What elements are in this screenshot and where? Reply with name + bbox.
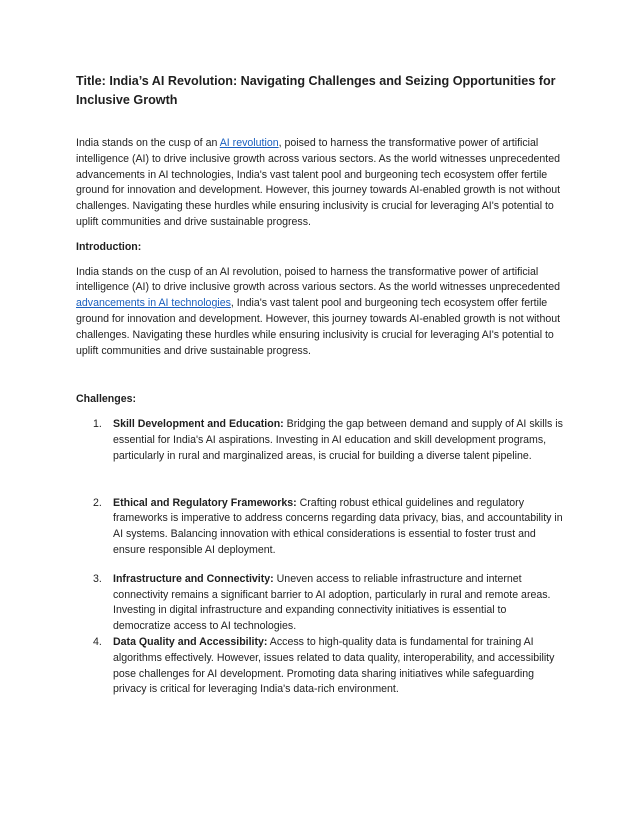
document-title: Title: India’s AI Revolution: Navigating Challenges and Seizing Opportunities for Inclusive Growth [76, 74, 556, 107]
list-item [76, 635, 566, 698]
opening-paragraph [76, 136, 566, 231]
challenges-heading: Challenges: [76, 393, 137, 406]
list-number: 4. [93, 635, 102, 648]
opening-text-before: India stands on the cusp of an [76, 137, 220, 149]
intro-text-before: India stands on the cusp of an AI revolution, poised to harness the transformative power of artificial intelligence (AI) to drive inclusive growth across various sectors. As the world witnesses unprecedented [76, 265, 561, 294]
ai-revolution-link[interactable]: AI revolution [219, 137, 279, 149]
document-page [76, 72, 566, 698]
list-item-label: Data Quality and Accessibility: [113, 635, 268, 648]
list-item-text: Access to high-quality data is fundamental for training AI algorithms effectively. However, issues related to data quality, interoperability, and accessibility pose challenges for AI development. Promoting data sharing initiatives while safeguarding privacy is critical for leveraging India's data-rich environment. [113, 635, 555, 696]
introduction-paragraph [76, 265, 566, 360]
intro-text-after: , India's vast talent pool and burgeoning tech ecosystem offer fertile ground for innovation and development. However, this journey towards AI-enabled growth is not without challenges. Navigating these hurdles while ensuring inclusivity is crucial for leveraging AI's potential to uplift communities and drive sustainable progress. [76, 297, 561, 357]
list-number: 2. [93, 496, 102, 509]
challenges-list [76, 417, 566, 698]
list-item [76, 572, 566, 635]
list-item-label: Ethical and Regulatory Frameworks: [113, 496, 297, 509]
list-item-label: Skill Development and Education: [113, 418, 284, 431]
list-number: 1. [93, 418, 102, 431]
introduction-heading: Introduction: [76, 240, 142, 253]
list-item-label: Infrastructure and Connectivity: [113, 572, 274, 585]
ai-technologies-link[interactable]: advancements in AI technologies [76, 297, 231, 310]
opening-text-after: , poised to harness the transformative power of artificial intelligence (AI) to drive inclusive growth across various sectors. As the world witnesses unprecedented advancements in AI technologies, India's vast talent pool and burgeoning tech ecosystem offer fertile ground for innovation and development. However, this journey towards AI-enabled growth is not without challenges. Navigating these hurdles while ensuring inclusivity is crucial for leveraging AI's potential to uplift communities and drive sustainable progress. [76, 137, 561, 228]
list-item [76, 496, 566, 559]
list-number: 3. [93, 572, 102, 585]
list-item-text: Crafting robust ethical guidelines and regulatory frameworks is imperative to address concerns regarding data privacy, bias, and accountability in AI systems. Balancing innovation with ethical considerations is essential to foster trust and ensure responsible AI deployment. [113, 496, 563, 556]
list-item-text: Bridging the gap between demand and supply of AI skills is essential for India's AI aspirations. Investing in AI education and skill development programs, particularly in rural and marginalized areas, is crucial for building a diverse talent pipeline. [113, 418, 563, 462]
list-item [76, 417, 566, 464]
list-item-text: Uneven access to reliable infrastructure and internet connectivity remains a significant barrier to AI adoption, particularly in rural and remote areas. Investing in digital infrastructure and expanding connectivity initiatives is essential to democratize access to AI technologies. [113, 572, 551, 633]
